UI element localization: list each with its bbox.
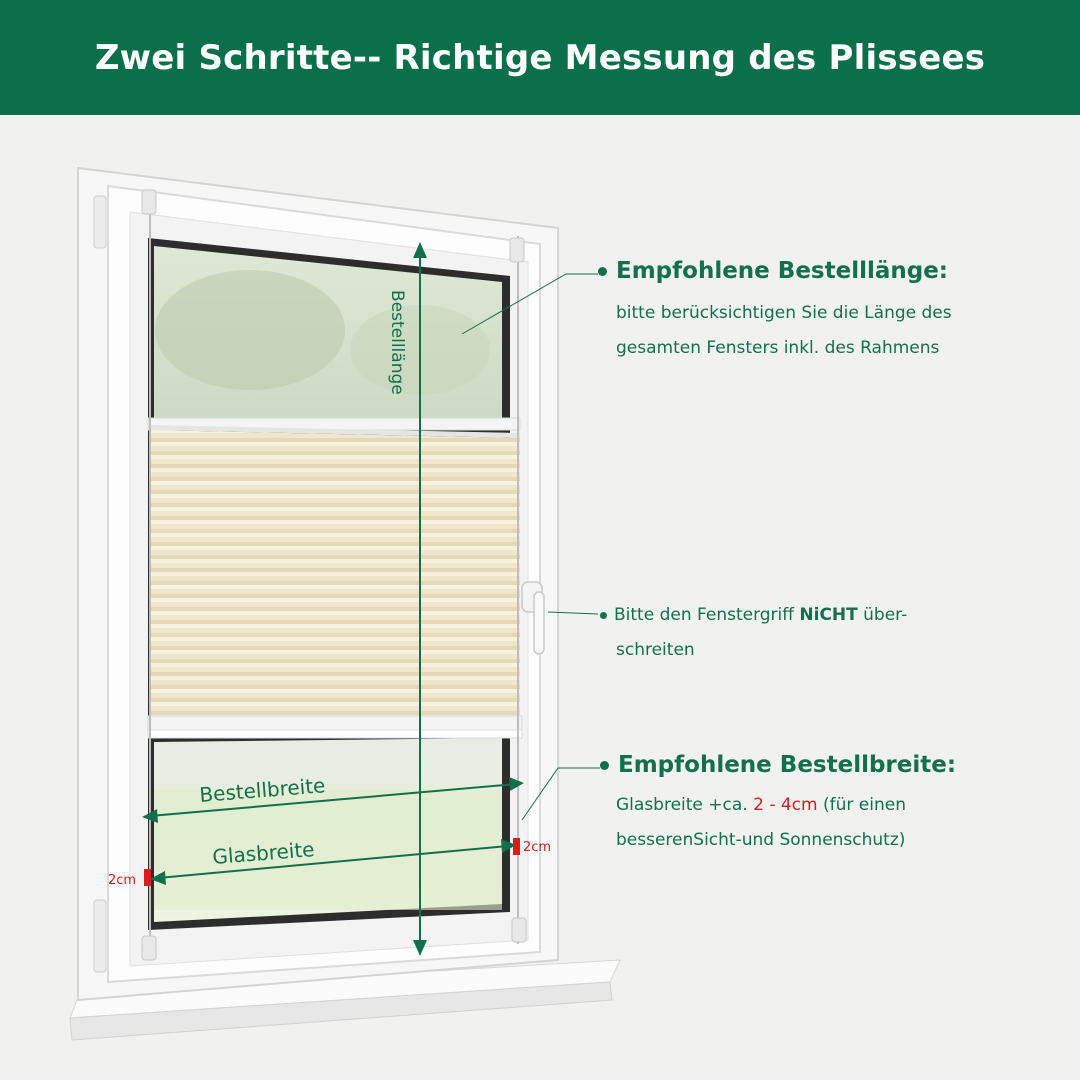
hinge-bottom <box>94 900 106 972</box>
bullet-dot-icon <box>598 267 607 276</box>
width-note-text <box>600 788 956 858</box>
length-note-line1: bitte berücksichtigen Sie die Länge des <box>616 303 952 323</box>
page-title: Zwei Schritte-- Richtige Messung des Plissees <box>94 37 986 78</box>
bullet-dot-icon <box>600 761 609 770</box>
handle-note <box>600 598 907 668</box>
width-note-title: Empfohlene Bestellbreite: <box>618 752 957 778</box>
hinge-top <box>94 196 106 248</box>
handle-note-bold: NiCHT <box>799 605 858 625</box>
right-gap-label: 2cm <box>523 840 552 855</box>
width-note-pre: Glasbreite +ca. <box>616 795 754 815</box>
width-note-post: (für einen <box>817 795 906 815</box>
handle-note-post: über- <box>857 605 908 625</box>
right-gap-marker <box>513 838 520 855</box>
left-gap-label: 2cm <box>108 873 137 888</box>
handle-note-pre: Bitte den Fenstergriff <box>614 605 800 625</box>
width-note-range: 2 - 4cm <box>753 795 818 815</box>
left-gap-marker <box>144 869 151 886</box>
length-note <box>598 258 952 366</box>
handle-note-line1 <box>600 598 907 633</box>
width-note-line2: besserenSicht-und Sonnenschutz) <box>616 830 906 850</box>
length-note-title: Empfohlene Bestelllänge: <box>616 258 949 284</box>
pleated-blind <box>150 430 520 730</box>
width-note-line1 <box>616 788 956 823</box>
bullet-dot-icon <box>600 612 607 619</box>
length-note-title-row <box>598 258 952 284</box>
handle-note-line2: schreiten <box>616 640 695 660</box>
width-note <box>600 752 956 858</box>
glass-width-label: Glasbreite <box>211 837 316 869</box>
length-note-line2: gesamten Fensters inkl. des Rahmens <box>616 338 940 358</box>
order-width-label: Bestellbreite <box>198 773 327 807</box>
width-note-title-row <box>600 752 956 778</box>
length-note-text <box>598 296 952 366</box>
length-label: Bestelllänge <box>387 290 407 395</box>
